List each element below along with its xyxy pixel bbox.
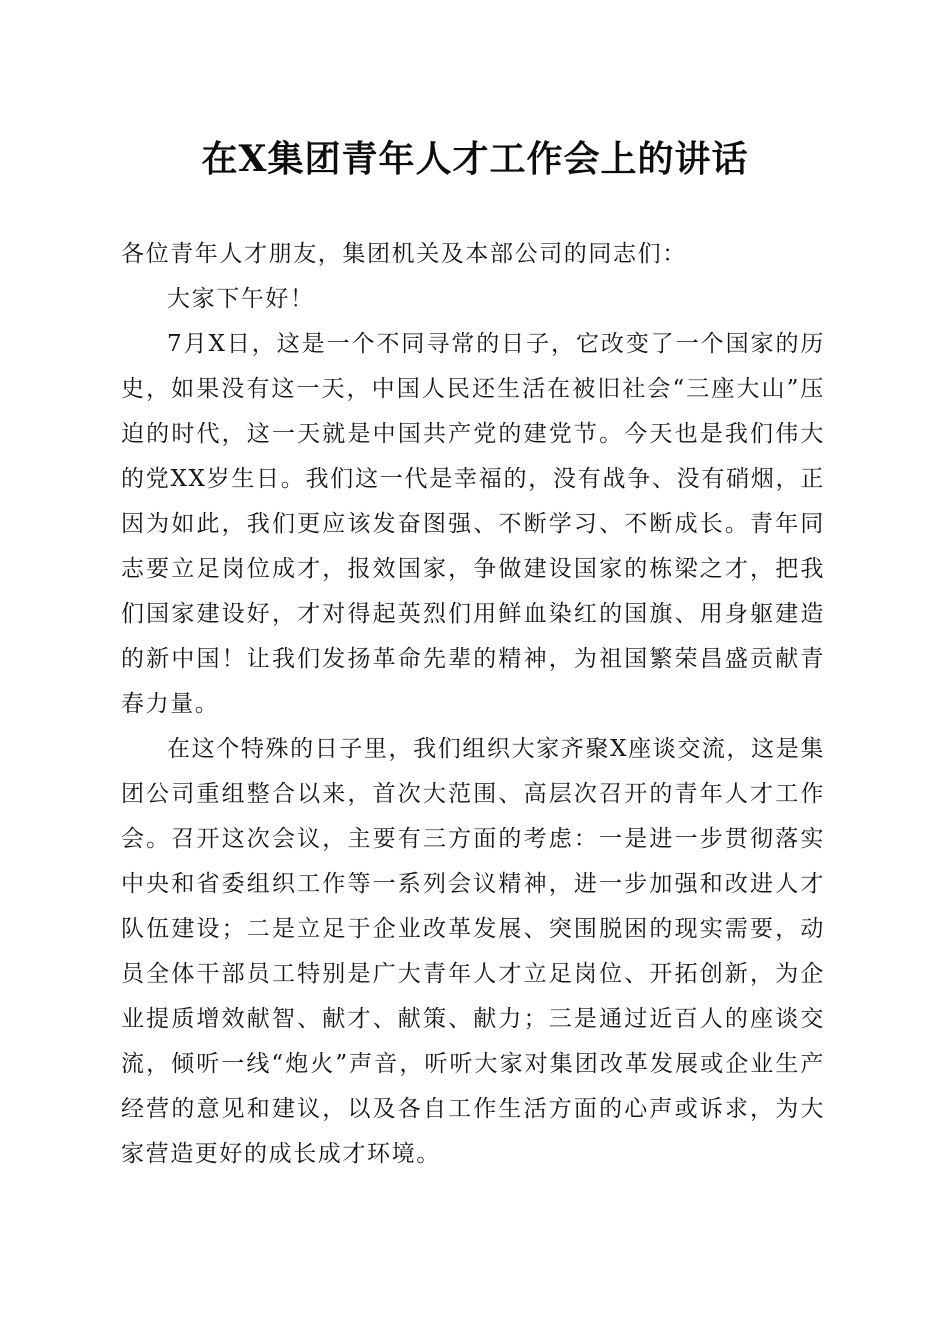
document-title: 在X集团青年人才工作会上的讲话 [201,138,749,180]
body-paragraph: 7月X日，这是一个不同寻常的日子，它改变了一个国家的历史，如果没有这一天，中国人民还生活在被旧社会“三座大山”压迫的时代，这一天就是中国共产党的建党节。今天也是我们伟大的党XX岁生日。我们这一代是幸福的，没有战争、没有硝烟，正因为如此，我们更应该发奋图强、不断学习、不断成长。青年同志要立足岗位成才，报效国家，争做建设国家的栋梁之才，把我们国家建设好，才对得起英烈们用鲜血染红的国旗、用身躯建造的新中国！让我们发扬革命先辈的精神，为祖国繁荣昌盛贡献青春力量。 [121,331,825,717]
document-body [121,232,825,1177]
greeting: 大家下午好！ [167,286,315,312]
body-paragraph: 在这个特殊的日子里，我们组织大家齐聚X座谈交流，这是集团公司重组整合以来，首次大范围、高层次召开的青年人才工作会。召开这次会议，主要有三方面的考虑：一是进一步贯彻落实中央和省委组织工作等一系列会议精神，进一步加强和改进人才队伍建设；二是立足于企业改革发展、突围脱困的现实需要，动员全体干部员工特别是广大青年人才立足岗位、开拓创新，为企业提质增效献智、献才、献策、献力；三是通过近百人的座谈交流，倾听一线“炮火”声音，听听大家对集团改革发展或企业生产经营的意见和建议，以及各自工作生活方面的心声或诉求，为大家营造更好的成长成才环境。 [121,736,825,1167]
salutation: 各位青年人才朋友，集团机关及本部公司的同志们： [121,241,687,267]
